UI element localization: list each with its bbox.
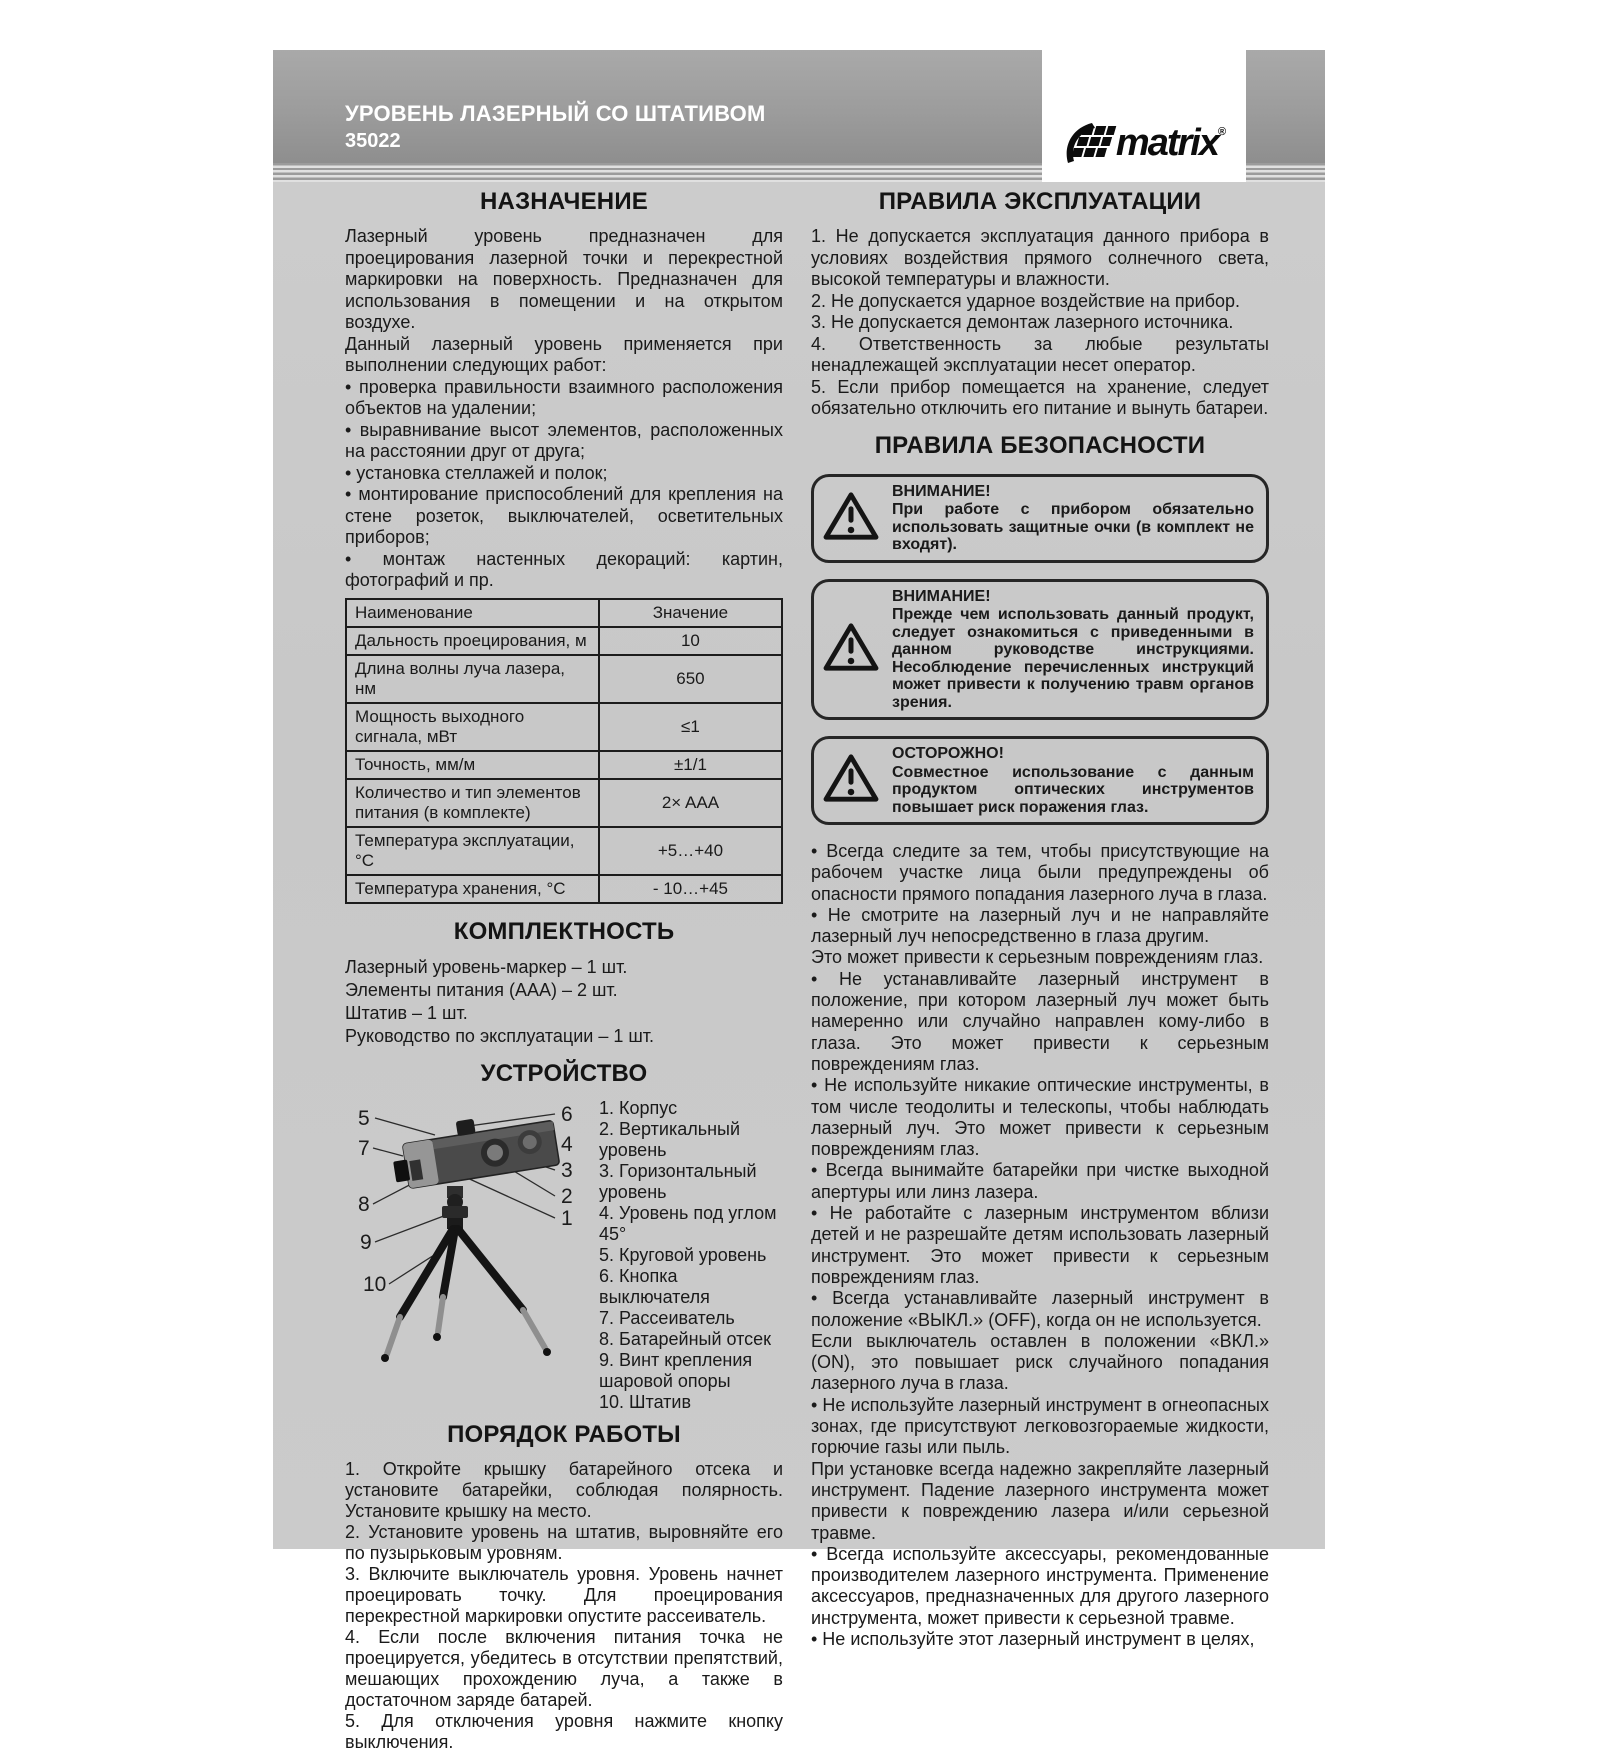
device-part: 3. Горизонтальный уровень bbox=[599, 1160, 757, 1202]
device-part: 9. Винт крепления шаровой опоры bbox=[599, 1349, 753, 1391]
left-column bbox=[345, 182, 783, 1753]
callout-number: 3 bbox=[561, 1158, 573, 1182]
device-diagram bbox=[345, 1092, 597, 1368]
tripod bbox=[381, 1186, 551, 1362]
device-parts-list bbox=[599, 1092, 783, 1413]
spec-name: Количество и тип элементов питания (в комплекте) bbox=[346, 779, 599, 827]
section-title-device: УСТРОЙСТВО bbox=[480, 1059, 648, 1087]
product-title: УРОВЕНЬ ЛАЗЕРНЫЙ СО ШТАТИВОМ bbox=[345, 100, 766, 126]
warning-text: При работе с прибором обязательно использовать защитные очки (в комплект не входят). bbox=[892, 501, 1254, 553]
brand-name: matrix bbox=[1115, 122, 1218, 164]
spec-value: ±1/1 bbox=[599, 751, 782, 779]
safety-item: • Всегда используйте аксессуары, рекомендованные производителем лазерного инструмента. Применение аксессуаров, предназначенных для другого лазерного инструмента, может привести к серьезной травме. bbox=[811, 1543, 1269, 1628]
level-body bbox=[388, 1106, 559, 1190]
operation-step: 4. Если после включения питания точка не проецируется, убедитесь в отсутствии препятствий, мешающих прохождению луча, а также в достаточном заряде батарей. bbox=[345, 1626, 783, 1710]
device-part: 5. Круговой уровень bbox=[599, 1244, 767, 1265]
warning-title: ВНИМАНИЕ! bbox=[892, 482, 991, 500]
brand-logo-box bbox=[1042, 50, 1246, 182]
safety-item: • Не устанавливайте лазерный инструмент в положение, при котором лазерный луч может быть намеренно или случайно направлен кому-либо в глаза. Это может привести к серьезным повреждениям глаз. bbox=[811, 968, 1269, 1074]
spec-name: Дальность проецирования, м bbox=[346, 627, 599, 655]
warning-box bbox=[811, 736, 1269, 825]
bullet-item: • выравнивание высот элементов, расположенных на расстоянии друг от друга; bbox=[345, 419, 783, 461]
table-row bbox=[346, 875, 782, 903]
safety-item: • Всегда следите за тем, чтобы присутствующие на рабочем участке лица были предупреждены об опасности прямого попадания лазерного луча в глаза. bbox=[811, 841, 1269, 904]
kit-item: Элементы питания (AAA) – 2 шт. bbox=[345, 979, 618, 1000]
usage-rule: 4. Ответственность за любые результаты ненадлежащей эксплуатации несет оператор. bbox=[811, 333, 1269, 375]
usage-rule: 2. Не допускается ударное воздействие на прибор. bbox=[811, 290, 1241, 311]
kit-item: Штатив – 1 шт. bbox=[345, 1002, 468, 1023]
safety-item: • Не работайте с лазерным инструментом вблизи детей и не разрешайте детям использовать лазерный инструмент. Это может привести к серьезным повреждениям глаз. bbox=[811, 1203, 1269, 1287]
section-title-operation: ПОРЯДОК РАБОТЫ bbox=[447, 1420, 681, 1448]
paragraph: Данный лазерный уровень применяется при выполнении следующих работ: bbox=[345, 333, 783, 375]
table-row bbox=[346, 751, 782, 779]
right-column bbox=[811, 182, 1269, 1650]
table-row bbox=[346, 703, 782, 751]
operation-step: 2. Установите уровень на штатив, выровняйте его по пузырьковым уровням. bbox=[345, 1521, 783, 1563]
spec-name: Температура эксплуатации, °С bbox=[346, 827, 599, 875]
section-title-kit: КОМПЛЕКТНОСТЬ bbox=[453, 917, 675, 945]
paragraph: Лазерный уровень предназначен для проецирования лазерной точки и перекрестной маркировки на поверхность. Предназначен для использования в помещении и на открытом воздухе. bbox=[345, 226, 783, 332]
warning-box bbox=[811, 474, 1269, 563]
brand-logo bbox=[1062, 120, 1226, 166]
device-part: 1. Корпус bbox=[599, 1097, 678, 1118]
device-part: 6. Кнопка выключателя bbox=[599, 1265, 710, 1307]
kit-item: Лазерный уровень-маркер – 1 шт. bbox=[345, 956, 628, 977]
table-header-row bbox=[346, 599, 782, 627]
callout-number: 6 bbox=[561, 1102, 573, 1126]
warning-text: Прежде чем использовать данный продукт, следует ознакомиться с приведенными в данном руководстве инструкциями. Несоблюдение перечисленных инструкций может привести к получению травм органов зрения. bbox=[892, 606, 1254, 711]
safety-item: • Не используйте никакие оптические инструменты, в том числе теодолиты и телескопы, чтобы наблюдать лазерный луч. Это может привести к серьезным повреждениям глаз. bbox=[811, 1075, 1269, 1160]
device-part: 4. Уровень под углом 45° bbox=[599, 1202, 777, 1244]
safety-item: • Не используйте лазерный инструмент в огнеопасных зонах, где присутствуют легковозгораемые жидкости, горючие газы или пыль. bbox=[811, 1394, 1269, 1458]
purpose-text bbox=[345, 226, 783, 592]
table-row bbox=[346, 779, 782, 827]
device-part: 8. Батарейный отсек bbox=[599, 1328, 772, 1349]
operation-step: 3. Включите выключатель уровня. Уровень начнет проецировать точку. Для проецирования перекрестной маркировки опустите рассеиватель. bbox=[345, 1563, 783, 1626]
spec-value: 650 bbox=[599, 655, 782, 703]
spec-value: +5…+40 bbox=[599, 827, 782, 875]
table-row bbox=[346, 827, 782, 875]
spec-value: ≤1 bbox=[599, 703, 782, 751]
product-code: 35022 bbox=[345, 130, 401, 152]
column-header: Наименование bbox=[346, 599, 599, 627]
warning-title: ВНИМАНИЕ! bbox=[892, 587, 991, 605]
table-row bbox=[346, 627, 782, 655]
operation-steps bbox=[345, 1459, 783, 1753]
bullet-item: • монтаж настенных декораций: картин, фотографий и пр. bbox=[345, 548, 783, 590]
operation-step: 1. Откройте крышку батарейного отсека и установите батарейки, соблюдая полярность. Установите крышку на место. bbox=[345, 1458, 783, 1521]
warning-triangle-icon bbox=[822, 621, 880, 678]
bullet-item: • проверка правильности взаимного расположения объектов на удалении; bbox=[345, 376, 783, 418]
usage-rule: 5. Если прибор помещается на хранение, следует обязательно отключить его питание и вынуть батареи. bbox=[811, 376, 1269, 418]
operation-step: 5. Для отключения уровня нажмите кнопку выключения. bbox=[345, 1710, 783, 1752]
section-title-purpose: НАЗНАЧЕНИЕ bbox=[480, 188, 648, 215]
callout-number: 10 bbox=[363, 1272, 387, 1296]
table-row bbox=[346, 655, 782, 703]
callout-number: 5 bbox=[358, 1106, 370, 1130]
spec-name: Мощность выходного сигнала, мВт bbox=[346, 703, 599, 751]
safety-item: Это может привести к серьезным повреждениям глаз. bbox=[811, 947, 1264, 968]
safety-item: Если выключатель оставлен в положении «ВКЛ.» (ON), это повышает риск случайного попадания лазерного луча в глаза. bbox=[811, 1330, 1269, 1394]
column-header: Значение bbox=[599, 599, 782, 627]
safety-item: • Всегда вынимайте батарейки при чистке выходной апертуры или линз лазера. bbox=[811, 1160, 1269, 1202]
warning-title: ОСТОРОЖНО! bbox=[892, 745, 1004, 762]
safety-item: • Не смотрите на лазерный луч и не направляйте лазерный луч непосредственно в глаза другим. bbox=[811, 904, 1269, 947]
section-title-usage-rules: ПРАВИЛА ЭКСПЛУАТАЦИИ bbox=[878, 188, 1202, 215]
kit-item: Руководство по эксплуатации – 1 шт. bbox=[345, 1025, 655, 1046]
safety-bullets bbox=[811, 841, 1269, 1650]
safety-item: • Всегда устанавливайте лазерный инструмент в положение «ВЫКЛ.» (OFF), когда он не используется. bbox=[811, 1288, 1269, 1330]
matrix-logo-icon bbox=[1062, 120, 1116, 166]
spec-value: 2× AAA bbox=[599, 779, 782, 827]
safety-item: • Не используйте этот лазерный инструмент в целях, bbox=[811, 1628, 1255, 1649]
callout-number: 7 bbox=[358, 1136, 370, 1160]
warning-text: Совместное использование с данным продуктом оптических инструментов повышает риск поражения глаз. bbox=[892, 763, 1254, 816]
header-title-block bbox=[345, 101, 766, 153]
warning-content bbox=[892, 483, 1254, 554]
callout-number: 2 bbox=[561, 1184, 573, 1208]
bullet-item: • установка стеллажей и полок; bbox=[345, 462, 608, 483]
device-part: 7. Рассеиватель bbox=[599, 1307, 735, 1328]
usage-rules bbox=[811, 226, 1269, 420]
spec-value: - 10…+45 bbox=[599, 875, 782, 903]
spec-value: 10 bbox=[599, 627, 782, 655]
spec-table bbox=[345, 598, 783, 904]
warning-triangle-icon bbox=[822, 490, 880, 547]
usage-rule: 1. Не допускается эксплуатация данного прибора в условиях воздействия прямого солнечного света, высокой температуры и влажности. bbox=[811, 226, 1269, 289]
bullet-item: • монтирование приспособлений для крепления на стене розеток, выключателей, осветительных приборов; bbox=[345, 484, 783, 547]
spec-name: Температура хранения, °С bbox=[346, 875, 599, 903]
kit-list bbox=[345, 956, 783, 1048]
callout-number: 4 bbox=[561, 1132, 573, 1156]
callout-number: 9 bbox=[360, 1230, 372, 1254]
warning-triangle-icon bbox=[822, 752, 880, 809]
spec-name: Точность, мм/м bbox=[346, 751, 599, 779]
spec-name: Длина волны луча лазера, нм bbox=[346, 655, 599, 703]
device-part: 2. Вертикальный уровень bbox=[599, 1118, 741, 1160]
callout-number: 8 bbox=[358, 1192, 370, 1216]
warning-content bbox=[892, 588, 1254, 712]
warning-box bbox=[811, 579, 1269, 721]
callout-number: 1 bbox=[561, 1206, 573, 1230]
registered-mark: ® bbox=[1217, 126, 1227, 138]
section-title-safety-rules: ПРАВИЛА БЕЗОПАСНОСТИ bbox=[874, 431, 1206, 459]
device-section bbox=[345, 1092, 783, 1413]
device-part: 10. Штатив bbox=[599, 1391, 692, 1412]
usage-rule: 3. Не допускается демонтаж лазерного источника. bbox=[811, 312, 1234, 332]
warning-content bbox=[892, 745, 1254, 816]
manual-page bbox=[273, 50, 1325, 1752]
safety-item: При установке всегда надежно закрепляйте лазерный инструмент. Падение лазерного инструмента может привести к повреждению лазера и/или серьезной травме. bbox=[811, 1458, 1269, 1543]
